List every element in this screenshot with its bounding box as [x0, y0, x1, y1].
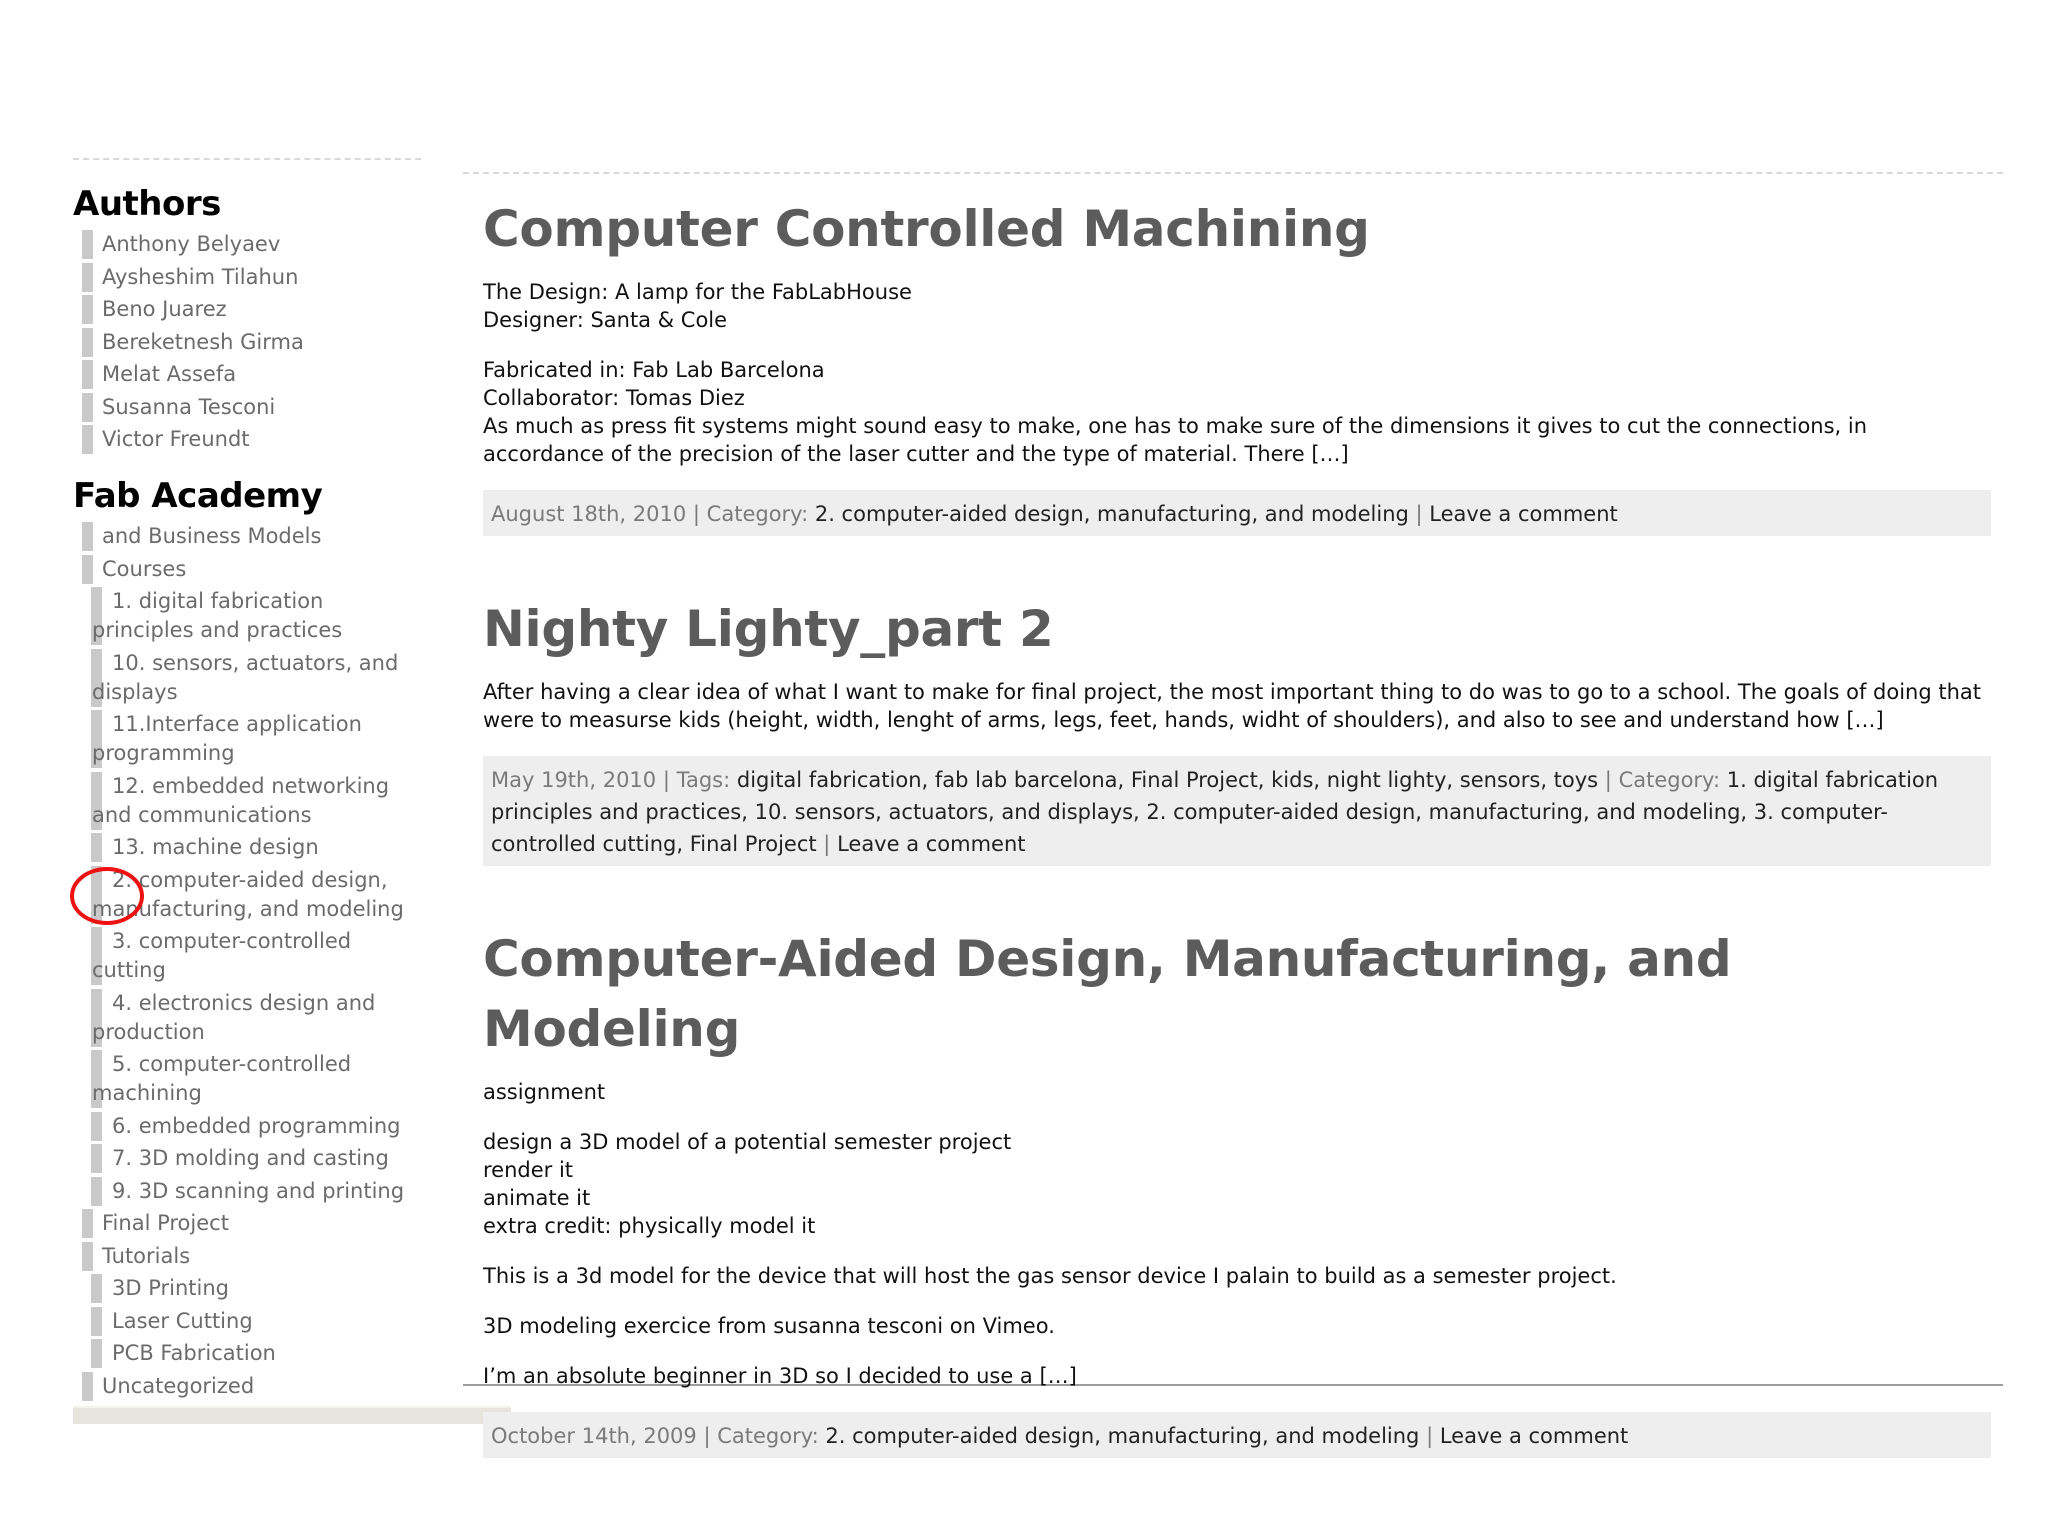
post-text: Collaborator: Tomas Diez — [483, 386, 745, 410]
post-item — [483, 194, 1983, 536]
category-link[interactable]: 9. 3D scanning and printing — [91, 1177, 421, 1206]
category-label: 2. computer-aided design, — [112, 867, 388, 892]
author-link[interactable]: Susanna Tesconi — [82, 393, 421, 422]
sidebar — [73, 158, 421, 1404]
category-label: Category: — [717, 1424, 819, 1448]
post-meta: August 18th, 2010 | Category: 2. computer-aided design, manufacturing, and modeling | Leave a comment — [483, 490, 1991, 536]
category-link[interactable]: Uncategorized — [82, 1372, 421, 1401]
post-date: October 14th, 2009 — [491, 1424, 697, 1448]
category-link[interactable]: Tutorials — [82, 1242, 421, 1271]
leave-comment-link[interactable]: Leave a comment — [837, 832, 1026, 856]
post-title[interactable]: Nighty Lighty_part 2 — [483, 600, 1054, 658]
post-text: After having a clear idea of what I want to make for final project, the most important thing to do was to go to a school. The goals of doing that were to measurse kids (height, width, lenght of arms, legs, feet, hands, widht of shoulders), and also to see and understand how […] — [483, 680, 1982, 732]
author-link[interactable]: Victor Freundt — [82, 425, 421, 454]
category-label: 5. computer-controlled — [112, 1052, 352, 1076]
author-link[interactable]: Anthony Belyaev — [82, 230, 421, 259]
authors-list — [82, 230, 421, 454]
category-link[interactable] — [91, 772, 421, 830]
category-link[interactable] — [91, 1050, 421, 1108]
highlight-circle-annotation — [70, 867, 144, 925]
post-meta: October 14th, 2009 | Category: 2. computer-aided design, manufacturing, and modeling | Leave a comment — [483, 1412, 1991, 1458]
category-label-cont: manufacturing, and modeling — [92, 896, 404, 921]
post-text: assignment — [483, 1080, 606, 1104]
category-label: Category: — [1618, 768, 1721, 792]
post-text: The Design: A lamp for the FabLabHouse — [483, 280, 912, 304]
post-text: 3D modeling exercice from susanna tesconi on Vimeo. — [483, 1314, 1055, 1338]
post-title[interactable]: Computer Controlled Machining — [483, 200, 1370, 258]
category-label-cont: displays — [92, 679, 178, 704]
post-meta: May 19th, 2010 | Tags: digital fabrication, fab lab barcelona, Final Project, kids, night lighty, sensors, toys | Category: 1. digital fabrication principles and practices, 10. sensors, actuators, and displays, 2. computer-aided design, manufacturing, and modeling, 3. computer-controlled cutting, Final Project | Leave a comment — [483, 756, 1991, 866]
category-link[interactable] — [91, 587, 421, 645]
post-excerpt — [483, 1078, 1983, 1390]
post-text: design a 3D model of a potential semester project — [483, 1130, 1012, 1154]
category-label: 11.Interface application — [112, 712, 362, 736]
category-label-cont: programming — [92, 741, 235, 765]
category-label: 3. computer-controlled — [112, 929, 352, 953]
category-link[interactable]: PCB Fabrication — [91, 1339, 421, 1368]
category-links[interactable]: 1. digital fabrication principles and practices, 10. sensors, actuators, and displays, 2. computer-aided design, manufacturing, and modeling, 3. computer-controlled cutting, Final Project — [491, 768, 1939, 856]
category-link[interactable]: 7. 3D molding and casting — [91, 1144, 421, 1173]
category-label-cont: machining — [92, 1081, 202, 1105]
post-excerpt — [483, 678, 1983, 734]
post-text: Designer: Santa & Cole — [483, 308, 728, 332]
category-label: 10. sensors, actuators, and — [112, 650, 399, 675]
category-label-cont: cutting — [92, 958, 166, 982]
category-link[interactable]: Laser Cutting — [91, 1307, 421, 1336]
post-date: May 19th, 2010 — [491, 768, 657, 792]
category-label: 4. electronics design and — [112, 990, 376, 1015]
category-label-cont: production — [92, 1019, 205, 1044]
category-link[interactable]: Courses — [82, 555, 421, 584]
category-label: 1. digital fabrication — [112, 589, 324, 613]
category-link[interactable] — [91, 927, 421, 985]
category-link[interactable]: 2. computer-aided design, manufacturing, and modeling — [814, 502, 1409, 526]
tags-label: Tags: — [676, 768, 731, 792]
post-text: animate it — [483, 1186, 591, 1210]
post-title[interactable]: Computer-Aided Design, Manufacturing, and Modeling — [483, 930, 1732, 1058]
post-text: As much as press fit systems might sound easy to make, one has to make sure of the dimensions it gives to cut the connections, in accordance of the precision of the laser cutter and the type of material. There […] — [483, 414, 1868, 466]
category-list — [82, 522, 421, 1401]
category-label-cont: and communications — [92, 802, 312, 827]
category-link[interactable] — [91, 710, 421, 768]
category-link[interactable]: Final Project — [82, 1209, 421, 1238]
category-link[interactable] — [91, 649, 421, 707]
post-text: I’m an absolute beginner in 3D so I decided to use a […] — [483, 1364, 1077, 1388]
category-link[interactable]: and Business Models — [82, 522, 421, 551]
sidebar-footer-bar — [73, 1406, 511, 1424]
category-link[interactable]: 13. machine design — [91, 833, 421, 862]
fab-academy-heading: Fab Academy — [73, 476, 323, 516]
post-text: Fabricated in: Fab Lab Barcelona — [483, 358, 825, 382]
category-link[interactable]: 3D Printing — [91, 1274, 421, 1303]
category-label-cont: principles and practices — [92, 618, 343, 642]
category-label: Category: — [706, 502, 809, 526]
category-link[interactable] — [91, 989, 421, 1047]
author-link[interactable]: Aysheshim Tilahun — [82, 263, 421, 292]
post-item — [483, 924, 1983, 1458]
post-date: August 18th, 2010 — [491, 502, 687, 526]
post-item — [483, 594, 1983, 866]
post-text: This is a 3d model for the device that will host the gas sensor device I palain to build as a semester project. — [483, 1264, 1617, 1288]
category-label: 12. embedded networking — [112, 773, 390, 798]
post-text: render it — [483, 1158, 574, 1182]
author-link[interactable]: Melat Assefa — [82, 360, 421, 389]
category-link[interactable]: 6. embedded programming — [91, 1112, 421, 1141]
leave-comment-link[interactable]: Leave a comment — [1439, 1424, 1629, 1448]
category-link[interactable]: 2. computer-aided design, manufacturing, and modeling — [825, 1424, 1420, 1448]
post-excerpt — [483, 278, 1983, 468]
tag-links[interactable]: digital fabrication, fab lab barcelona, Final Project, kids, night lighty, sensors, toys — [736, 768, 1599, 792]
post-text: extra credit: physically model it — [483, 1214, 816, 1238]
leave-comment-link[interactable]: Leave a comment — [1429, 502, 1618, 526]
author-link[interactable]: Beno Juarez — [82, 295, 421, 324]
authors-heading: Authors — [73, 184, 221, 224]
main-content — [463, 172, 2003, 1448]
author-link[interactable]: Bereketnesh Girma — [82, 328, 421, 357]
